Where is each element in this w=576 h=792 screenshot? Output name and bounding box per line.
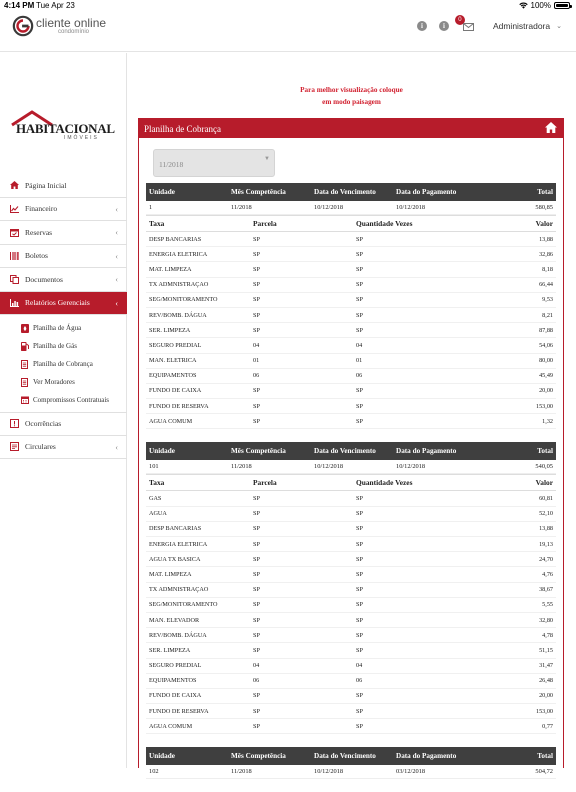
table-row — [146, 613, 556, 628]
landscape-notice — [127, 84, 576, 108]
cell-due-date: 10/12/2018 — [314, 204, 344, 211]
cell-installment: SP — [253, 570, 260, 578]
cell-payment-date: 03/12/2018 — [396, 768, 426, 776]
table-row — [146, 384, 556, 399]
cell-fee: SEGURO PREDIAL — [149, 341, 202, 349]
sidebar-item-pagina-inicial[interactable] — [0, 174, 127, 198]
column-header-quantity: Quantidade Vezes — [356, 478, 413, 488]
cell-fee: ENERGIA ELETRICA — [149, 540, 208, 548]
user-menu[interactable] — [493, 21, 562, 31]
items-header-row — [146, 215, 556, 232]
submenu-item-label: Ver Moradores — [33, 378, 75, 386]
column-header-unit: Unidade — [149, 188, 175, 196]
cell-total: 540,05 — [535, 463, 553, 471]
cell-value: 1,32 — [542, 417, 553, 425]
cell-value: 54,06 — [539, 341, 553, 349]
column-header-due-date: Data do Vencimento — [314, 447, 376, 456]
notice-line-1: Para melhor visualização coloque — [300, 86, 403, 94]
sidebar-item-label: Ocorrências — [25, 419, 62, 429]
cell-installment: 04 — [253, 341, 260, 349]
cell-quantity: SP — [356, 540, 363, 548]
cell-value: 8,18 — [542, 265, 553, 273]
cell-quantity: SP — [356, 417, 363, 425]
table-row — [146, 628, 556, 643]
cell-installment: SP — [253, 250, 260, 258]
cell-quantity: SP — [356, 402, 363, 410]
cell-fee: SEG/MONITORAMENTO — [149, 601, 218, 609]
brand-logo[interactable] — [12, 15, 106, 37]
warning-icon — [10, 419, 19, 428]
cell-installment: SP — [253, 722, 260, 730]
cell-fee: MAT. LIMPEZA — [149, 570, 192, 578]
cell-installment: SP — [253, 402, 260, 410]
cell-fee: TX ADMNISTRAÇAO — [149, 586, 209, 594]
cell-value: 153,00 — [535, 402, 553, 410]
cell-fee: FUNDO DE RESERVA — [149, 402, 209, 410]
cell-value: 26,48 — [539, 677, 553, 685]
cell-installment: SP — [253, 417, 260, 425]
submenu-item-label: Planilha de Gás — [33, 342, 77, 350]
cell-installment: SP — [253, 586, 260, 594]
cell-installment: 06 — [253, 677, 260, 685]
sidebar-item-circulares[interactable] — [0, 436, 127, 460]
cell-quantity: SP — [356, 707, 363, 715]
cell-quantity: SP — [356, 616, 363, 624]
items-header-row — [146, 474, 556, 491]
summary-row[interactable] — [146, 460, 556, 474]
document-icon — [20, 360, 29, 369]
cell-fee: FUNDO DE RESERVA — [149, 707, 209, 715]
cell-fee: AGUA COMUM — [149, 722, 193, 730]
cell-value: 13,88 — [539, 235, 553, 243]
cell-unit: 1 — [149, 204, 153, 211]
cell-fee: ENERGIA ELETRICA — [149, 250, 208, 258]
period-value: 11/2018 — [159, 160, 184, 169]
cell-fee: TX ADMNISTRAÇAO — [149, 281, 209, 289]
cell-fee: DESP BANCARIAS — [149, 235, 202, 243]
cell-fee: AGUA TX BASICA — [149, 555, 201, 563]
cell-value: 38,67 — [539, 586, 553, 594]
table-row — [146, 598, 556, 613]
billing-block — [146, 442, 556, 734]
cell-installment: SP — [253, 495, 260, 503]
chevron-down-icon: ⌄ — [556, 23, 562, 30]
cell-month: 11/2018 — [231, 463, 252, 471]
column-header-payment-date: Data do Pagamento — [396, 188, 457, 196]
cell-quantity: SP — [356, 510, 363, 518]
status-right — [519, 1, 570, 10]
cell-installment: SP — [253, 265, 260, 273]
column-header-fee: Taxa — [149, 219, 165, 228]
cell-quantity: 06 — [356, 372, 363, 380]
cell-fee: SER. LIMPEZA — [149, 326, 191, 334]
column-header-installment: Parcela — [253, 219, 277, 228]
cell-value: 19,13 — [539, 540, 553, 548]
cell-installment: SP — [253, 296, 260, 304]
cell-quantity: SP — [356, 570, 363, 578]
cell-installment: SP — [253, 326, 260, 334]
table-row — [146, 247, 556, 262]
chevron-left-icon: ‹ — [115, 275, 118, 284]
cell-quantity: SP — [356, 250, 363, 258]
gas-pump-icon — [20, 342, 29, 351]
column-header-fee: Taxa — [149, 478, 165, 488]
sidebar-item-label: Documentos — [25, 274, 63, 284]
cell-fee: EQUIPAMENTOS — [149, 372, 197, 380]
table-row — [146, 674, 556, 689]
column-header-month: Mês Competência — [231, 188, 286, 196]
cell-quantity: 01 — [356, 357, 363, 365]
circular-icon — [10, 442, 19, 451]
cell-fee: AGUA — [149, 510, 167, 518]
table-row — [146, 537, 556, 552]
top-header — [0, 12, 576, 52]
reports-submenu — [0, 315, 127, 412]
table-row — [146, 583, 556, 598]
chevron-left-icon: ‹ — [115, 204, 118, 214]
cell-quantity: SP — [356, 555, 363, 563]
cell-installment: SP — [253, 387, 260, 395]
summary-header-row — [146, 747, 556, 765]
submenu-item-planilha-cobranca[interactable] — [0, 355, 127, 373]
summary-row[interactable] — [146, 765, 556, 779]
document-icon — [20, 378, 29, 387]
cell-quantity: SP — [356, 631, 363, 639]
cell-quantity: SP — [356, 495, 363, 503]
table-row — [146, 689, 556, 704]
chevron-left-icon: ‹ — [115, 228, 118, 237]
cell-quantity: SP — [356, 387, 363, 395]
cell-value: 9,53 — [542, 296, 553, 304]
cell-value: 32,80 — [539, 616, 553, 624]
cell-quantity: SP — [356, 692, 363, 700]
bar-chart-icon — [10, 298, 19, 307]
table-row — [146, 338, 556, 353]
info-icon[interactable]: i — [439, 21, 449, 31]
cell-value: 80,00 — [539, 357, 553, 365]
column-header-due-date: Data do Vencimento — [314, 188, 376, 196]
chart-line-icon — [10, 204, 19, 213]
logo-subtitle: IMÓVEIS — [64, 135, 99, 141]
column-header-total: Total — [537, 752, 553, 761]
chevron-left-icon: ‹ — [115, 298, 118, 308]
table-row — [146, 507, 556, 522]
table-row — [146, 567, 556, 582]
panel-header — [139, 119, 563, 138]
table-row — [146, 399, 556, 414]
battery-icon — [554, 2, 570, 9]
cell-value: 52,10 — [539, 510, 553, 518]
table-row — [146, 293, 556, 308]
submenu-item-planilha-gas[interactable] — [0, 337, 127, 355]
cell-value: 153,00 — [535, 707, 553, 715]
sidebar-item-financeiro[interactable] — [0, 198, 127, 222]
table-row — [146, 414, 556, 429]
cell-unit: 101 — [149, 463, 159, 471]
cell-installment: 01 — [253, 357, 260, 365]
billing-block — [146, 183, 556, 429]
sidebar-item-relatorios-gerenciais[interactable] — [0, 292, 127, 316]
cell-value: 87,88 — [539, 326, 553, 334]
header-actions — [417, 17, 562, 32]
column-header-total: Total — [537, 447, 553, 456]
cell-quantity: SP — [356, 646, 363, 654]
cell-installment: SP — [253, 540, 260, 548]
sidebar-item-documentos[interactable] — [0, 268, 127, 292]
cell-quantity: 04 — [356, 662, 363, 670]
table-row — [146, 522, 556, 537]
status-bar — [0, 0, 576, 12]
sidebar-item-label: Página Inicial — [25, 180, 67, 190]
barcode-icon — [10, 251, 19, 260]
column-header-payment-date: Data do Pagamento — [396, 447, 457, 456]
cell-quantity: SP — [356, 722, 363, 730]
submenu-item-compromissos-contratuais[interactable] — [0, 391, 127, 409]
cell-fee: MAN. ELETRICA — [149, 357, 197, 365]
billing-tables — [146, 183, 556, 792]
cell-quantity: SP — [356, 326, 363, 334]
submenu-item-planilha-agua[interactable] — [0, 319, 127, 337]
cell-installment: 06 — [253, 372, 260, 380]
cell-installment: SP — [253, 692, 260, 700]
calendar-check-icon — [10, 228, 19, 237]
column-header-unit: Unidade — [149, 447, 175, 456]
column-header-value: Valor — [535, 219, 553, 228]
cell-quantity: SP — [356, 311, 363, 319]
table-row — [146, 262, 556, 277]
sidebar-item-label: Boletos — [25, 251, 48, 261]
cell-quantity: SP — [356, 296, 363, 304]
company-logo — [12, 111, 116, 143]
cell-quantity: SP — [356, 281, 363, 289]
column-header-total: Total — [537, 188, 553, 196]
battery-percent: 100% — [530, 1, 551, 10]
table-row — [146, 323, 556, 338]
table-row — [146, 552, 556, 567]
table-row — [146, 369, 556, 384]
cell-month: 11/2018 — [231, 768, 252, 776]
column-header-month: Mês Competência — [231, 447, 286, 456]
notification-badge: 0 — [455, 15, 465, 25]
cell-installment: SP — [253, 601, 260, 609]
cell-value: 20,00 — [539, 387, 553, 395]
billing-panel — [138, 118, 564, 776]
sidebar-nav — [0, 174, 127, 459]
panel-title: Planilha de Cobrança — [144, 123, 221, 134]
column-header-month: Mês Competência — [231, 752, 286, 761]
logo-name: HABITACIONAL — [16, 121, 115, 136]
sidebar-item-boletos[interactable] — [0, 245, 127, 269]
sidebar — [0, 53, 127, 768]
cell-value: 0,77 — [542, 722, 553, 730]
wifi-icon — [519, 2, 528, 9]
cell-installment: SP — [253, 311, 260, 319]
cell-installment: SP — [253, 631, 260, 639]
cell-month: 11/2018 — [231, 204, 252, 211]
cell-payment-date: 10/12/2018 — [396, 204, 426, 211]
cell-fee: MAN. ELEVADOR — [149, 616, 200, 624]
sidebar-item-reservas[interactable] — [0, 221, 127, 245]
table-row — [146, 719, 556, 734]
cell-fee: EQUIPAMENTOS — [149, 677, 197, 685]
cell-installment: SP — [253, 510, 260, 518]
cell-due-date: 10/12/2018 — [314, 768, 344, 776]
user-name: Administradora — [492, 21, 551, 31]
brand-swirl-icon — [12, 15, 34, 37]
cell-fee: AGUA COMUM — [149, 417, 193, 425]
cell-payment-date: 10/12/2018 — [396, 463, 426, 471]
cell-value: 13,88 — [539, 525, 553, 533]
column-header-quantity: Quantidade Vezes — [356, 219, 413, 228]
summary-row[interactable] — [146, 201, 556, 215]
home-icon[interactable] — [545, 122, 557, 135]
submenu-item-label: Planilha de Cobrança — [33, 360, 93, 368]
submenu-item-label: Planilha de Água — [33, 324, 82, 332]
cell-fee: FUNDO DE CAIXA — [149, 387, 202, 395]
brand-subtitle: condomínio — [58, 29, 90, 35]
period-select[interactable] — [153, 149, 275, 177]
table-row — [146, 643, 556, 658]
sidebar-item-label: Reservas — [25, 227, 53, 237]
table-row — [146, 232, 556, 247]
cell-due-date: 10/12/2018 — [314, 463, 344, 471]
cell-quantity: 06 — [356, 677, 363, 685]
cell-value: 5,55 — [542, 601, 553, 609]
cell-installment: SP — [253, 235, 260, 243]
cell-total: 580,85 — [535, 204, 553, 211]
cell-fee: GAS — [149, 495, 162, 503]
brand-name: cliente online — [36, 16, 107, 30]
calendar-icon — [20, 396, 29, 405]
cell-value: 51,15 — [539, 646, 553, 654]
envelope-icon — [463, 23, 474, 31]
cell-value: 4,76 — [542, 570, 553, 578]
cell-value: 4,78 — [542, 631, 553, 639]
cell-quantity: SP — [356, 265, 363, 273]
cell-installment: SP — [253, 646, 260, 654]
home-icon — [10, 181, 19, 190]
cell-installment: SP — [253, 555, 260, 563]
sidebar-item-label: Circulares — [25, 442, 56, 452]
cell-quantity: SP — [356, 525, 363, 533]
cell-fee: SER. LIMPEZA — [149, 646, 191, 654]
cell-value: 20,00 — [539, 692, 553, 700]
cell-quantity: 04 — [356, 341, 363, 349]
column-header-unit: Unidade — [149, 752, 175, 761]
column-header-value: Valor — [535, 478, 553, 488]
table-row — [146, 704, 556, 719]
status-time: 4:14 PM — [4, 1, 35, 10]
table-row — [146, 308, 556, 323]
billing-block — [146, 747, 556, 779]
cell-value: 32,86 — [539, 250, 553, 258]
column-header-installment: Parcela — [253, 478, 277, 488]
notice-line-2: em modo paisagem — [322, 98, 381, 106]
cell-installment: SP — [253, 525, 260, 533]
cell-unit: 102 — [149, 768, 159, 776]
cell-quantity: SP — [356, 601, 363, 609]
cell-value: 24,70 — [539, 555, 553, 563]
table-row — [146, 354, 556, 369]
cell-total: 504,72 — [535, 768, 553, 776]
cell-value: 66,44 — [539, 281, 553, 289]
cell-quantity: SP — [356, 586, 363, 594]
copy-icon — [10, 275, 19, 284]
cell-installment: SP — [253, 616, 260, 624]
status-date: Tue Apr 23 — [36, 1, 75, 10]
chevron-left-icon: ‹ — [115, 251, 118, 261]
cell-installment: SP — [253, 707, 260, 715]
cell-value: 8,21 — [542, 311, 553, 319]
summary-header-row — [146, 442, 556, 460]
cell-fee: MAT. LIMPEZA — [149, 265, 192, 273]
cell-value: 45,49 — [539, 372, 553, 380]
sidebar-item-ocorrencias[interactable] — [0, 412, 127, 436]
column-header-due-date: Data do Vencimento — [314, 752, 376, 761]
cell-installment: SP — [253, 281, 260, 289]
cell-value: 31,47 — [539, 662, 553, 670]
submenu-item-ver-moradores[interactable] — [0, 373, 127, 391]
table-row — [146, 659, 556, 674]
cell-fee: FUNDO DE CAIXA — [149, 692, 202, 700]
messages-button[interactable] — [458, 17, 475, 32]
cell-fee: REV/BOMB. DÁGUA — [149, 631, 207, 639]
water-bill-icon — [20, 324, 29, 333]
cell-fee: DESP BANCARIAS — [149, 525, 202, 533]
cell-value: 60,81 — [539, 495, 553, 503]
sidebar-item-label: Relatórios Gerenciais — [25, 298, 90, 308]
cell-fee: SEG/MONITORAMENTO — [149, 296, 218, 304]
chevron-down-icon: ▼ — [264, 156, 270, 162]
table-row — [146, 491, 556, 506]
summary-header-row — [146, 183, 556, 201]
cell-fee: SEGURO PREDIAL — [149, 662, 202, 670]
cell-installment: 04 — [253, 662, 260, 670]
table-row — [146, 278, 556, 293]
submenu-item-label: Compromissos Contratuais — [33, 396, 110, 404]
cell-fee: REV/BOMB. DÁGUA — [149, 311, 207, 319]
info-icon[interactable]: i — [417, 21, 427, 31]
chevron-left-icon: ‹ — [115, 442, 118, 452]
sidebar-item-label: Financeiro — [25, 204, 58, 214]
cell-quantity: SP — [356, 235, 363, 243]
column-header-payment-date: Data do Pagamento — [396, 752, 457, 761]
